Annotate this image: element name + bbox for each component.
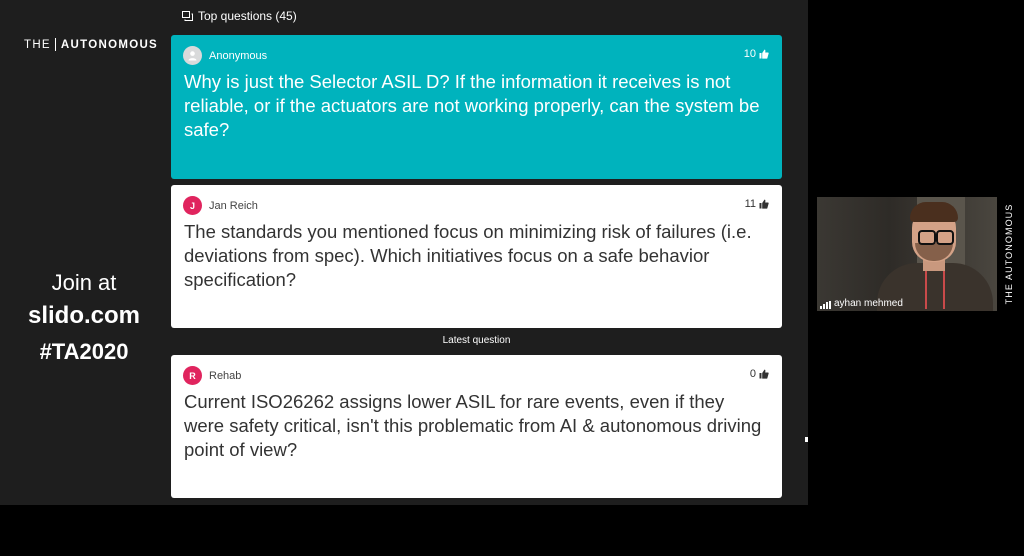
top-questions-label: Top questions (45): [198, 9, 297, 23]
top-questions-header: [182, 9, 297, 23]
join-url: slido.com: [27, 302, 141, 329]
glasses: [918, 230, 936, 245]
logo-divider: [55, 38, 56, 51]
participant-hair: [910, 202, 958, 222]
avatar: J: [183, 196, 202, 215]
thumbs-up-icon[interactable]: [759, 199, 769, 209]
vertical-logo-text: THE AUTONOMOUS: [1004, 203, 1014, 305]
vertical-logo: [997, 197, 1021, 311]
question-author: Jan Reich: [209, 199, 258, 212]
vote-number: 0: [749, 368, 756, 380]
lanyard: [925, 269, 927, 309]
thumbs-up-icon[interactable]: [759, 49, 769, 59]
question-card[interactable]: [171, 185, 782, 328]
question-text: Why is just the Selector ASIL D? If the information it receives is not reliable, or if the actuators are not working properly, can the system be safe?: [184, 71, 760, 140]
question-author: Rehab: [209, 369, 242, 382]
latest-question-label: Latest question: [442, 335, 511, 346]
participant-name: ayhan mehmed: [834, 298, 903, 309]
vote-number: 10: [743, 48, 756, 60]
vote-count[interactable]: [744, 48, 769, 60]
question-author-row: [183, 46, 267, 65]
logo-main: AUTONOMOUS: [60, 38, 159, 51]
vote-count[interactable]: [750, 368, 769, 380]
avatar: R: [183, 366, 202, 385]
logo-prefix: THE: [24, 38, 51, 51]
thumbs-up-icon[interactable]: [759, 369, 769, 379]
question-author: Anonymous: [209, 49, 268, 62]
question-text: The standards you mentioned focus on minimizing risk of failures (i.e. deviations from spec). Which initiatives focus on a safe behavior specification?: [184, 221, 752, 290]
vote-count[interactable]: [745, 198, 769, 210]
question-text: Current ISO26262 assigns lower ASIL for rare events, even if they were safety critical, isn't this problematic from AI & autonomous driving point of view?: [184, 391, 762, 460]
user-icon: [187, 50, 198, 61]
question-author-row: [183, 196, 258, 215]
question-author-row: [183, 366, 241, 385]
questions-icon: [182, 11, 193, 22]
mouse-cursor: [805, 437, 808, 442]
lanyard: [943, 269, 945, 309]
the-autonomous-logo: [24, 38, 158, 51]
glasses: [936, 230, 954, 245]
latest-question-card[interactable]: [171, 355, 782, 498]
question-card-highlighted[interactable]: [171, 35, 782, 179]
signal-strength-icon: [820, 301, 831, 309]
join-line-1: Join at: [51, 270, 117, 295]
vote-number: 11: [744, 198, 756, 210]
avatar: [183, 46, 202, 65]
participant-video[interactable]: [817, 197, 1021, 311]
participant-name-tag: [820, 298, 903, 309]
join-hashtag: #TA2020: [39, 339, 129, 364]
